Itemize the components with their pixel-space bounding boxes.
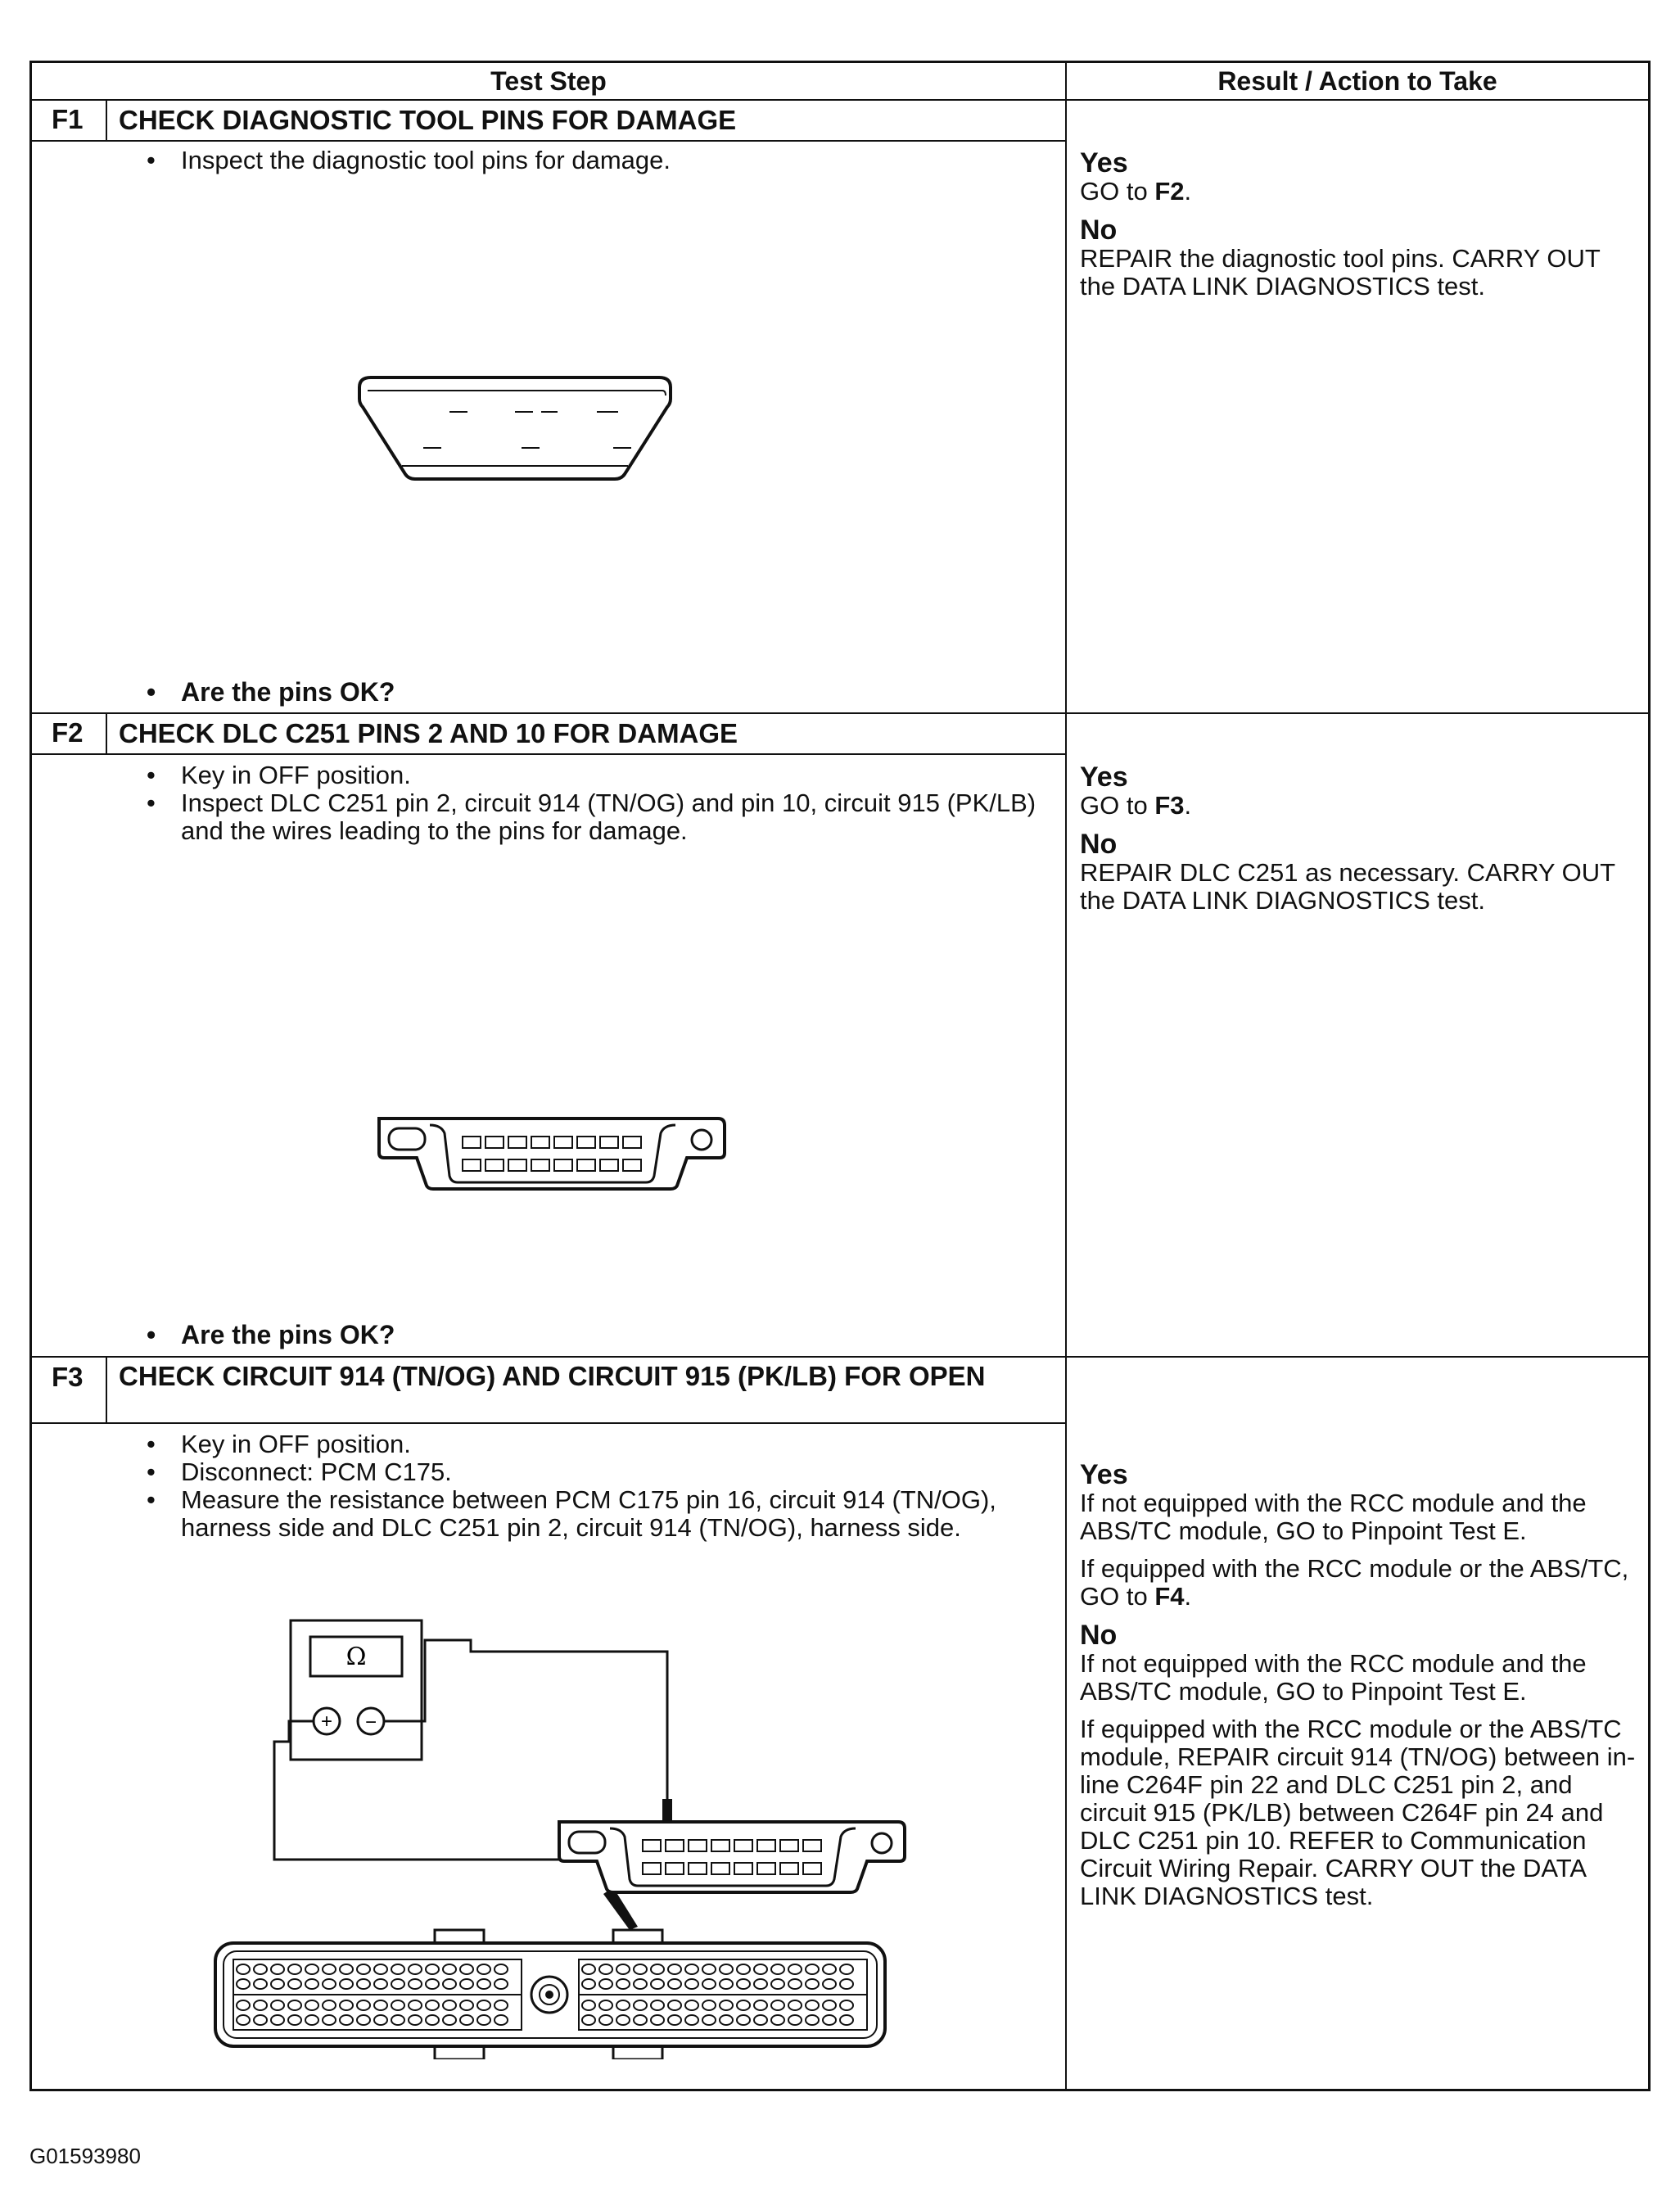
test-step-table [29,61,1651,2091]
yes-label: Yes [1080,147,1128,179]
yes-action-end: . [1184,791,1192,820]
pcm-connector [215,1930,885,2059]
figure-code: G01593980 [29,2144,141,2168]
plus-terminal-label: + [320,1711,333,1733]
step-f2-result [1080,762,1637,924]
dlc-connector [559,1822,905,1892]
yes-action-text: If equipped with the RCC module or the ABS/TC, GO to [1080,1554,1629,1611]
diagnostic-tool-connector-figure [343,374,687,489]
step-title-f3: CHECK CIRCUIT 914 (TN/OG) AND CIRCUIT 915 (PK/LB) FOR OPEN [119,1361,986,1391]
step-f3-result [1080,1460,1645,1920]
step-f1-result [1080,148,1637,310]
step-id-f2: F2 [52,717,84,748]
no-label: No [1080,829,1118,860]
step-id-f1: F1 [52,104,84,134]
no-action-equipped: If equipped with the RCC module or the ABS/TC module, REPAIR circuit 914 (TN/OG) between in-line C264F pin 22 and DLC C251 pin 2, and circuit 915 (PK/LB) between C264F pin 24 and DLC C251 pin 10. REFER to Communication Circuit Wiring Repair. CARRY OUT the DATA LINK DIAGNOSTICS test. [1080,1715,1636,1910]
ohm-symbol: Ω [345,1643,367,1671]
no-action-not-equipped: If not equipped with the RCC module and the ABS/TC module, GO to Pinpoint Test E. [1080,1649,1587,1706]
yes-action-text: GO to [1080,177,1155,206]
no-label: No [1080,1620,1118,1651]
yes-step-link: F3 [1154,791,1185,820]
yes-label: Yes [1080,762,1128,793]
yes-action [1080,792,1637,820]
f1-title-divider [32,140,1065,142]
no-action: REPAIR the diagnostic tool pins. CARRY OUT the DATA LINK DIAGNOSTICS test. [1080,244,1601,301]
header-result-action: Result / Action to Take [1217,66,1497,96]
no-label: No [1080,215,1118,246]
f2-id-divider [106,712,107,753]
step-id-f3: F3 [52,1362,84,1392]
yes-action-not-equipped: If not equipped with the RCC module and the ABS/TC module, GO to Pinpoint Test E. [1080,1489,1587,1545]
no-action: REPAIR DLC C251 as necessary. CARRY OUT the DATA LINK DIAGNOSTICS test. [1080,858,1615,915]
f1-f2-divider [32,712,1648,714]
instruction-item: • Disconnect: PCM C175. [137,1458,1021,1486]
resistance-measurement-figure [179,1617,916,2059]
step-f1-instructions [137,147,1037,174]
yes-step-link: F4 [1154,1582,1185,1611]
f2-f3-divider [32,1356,1648,1358]
yes-action-end: . [1184,1582,1192,1611]
f1-id-divider [106,99,107,140]
f3-id-divider [106,1356,107,1422]
f3-title-divider [32,1422,1065,1424]
step-f2-instructions [137,762,1037,845]
header-test-step: Test Step [490,66,607,96]
instruction-item: • Inspect DLC C251 pin 2, circuit 914 (TN/OG) and pin 10, circuit 915 (PK/LB) and the wires leading to the pins for damage. [137,789,1037,845]
yes-action [1080,178,1637,206]
instruction-item: • Key in OFF position. [137,762,1037,789]
yes-label: Yes [1080,1459,1128,1490]
column-divider [1065,63,1067,2089]
step-title-f2: CHECK DLC C251 PINS 2 AND 10 FOR DAMAGE [119,718,738,748]
instruction-item: • Measure the resistance between PCM C175 pin 16, circuit 914 (TN/OG), harness side and DLC C251 pin 2, circuit 914 (TN/OG), harness side. [137,1486,1021,1542]
f2-title-divider [32,753,1065,755]
ohmmeter [291,1620,422,1760]
yes-step-link: F2 [1154,177,1185,206]
step-f1-question: • Are the pins OK? [137,677,395,707]
instruction-item: • Key in OFF position. [137,1430,1021,1458]
instruction-item: • Inspect the diagnostic tool pins for damage. [137,147,1037,174]
minus-terminal-label: − [364,1711,377,1733]
step-f2-question: • Are the pins OK? [137,1320,395,1350]
yes-action-text: GO to [1080,791,1155,820]
dlc-connector-figure [359,1107,744,1197]
step-title-f1: CHECK DIAGNOSTIC TOOL PINS FOR DAMAGE [119,105,737,135]
step-f3-instructions [137,1430,1021,1542]
yes-action-equipped [1080,1555,1645,1611]
header-divider [32,99,1648,101]
yes-action-end: . [1184,177,1192,206]
